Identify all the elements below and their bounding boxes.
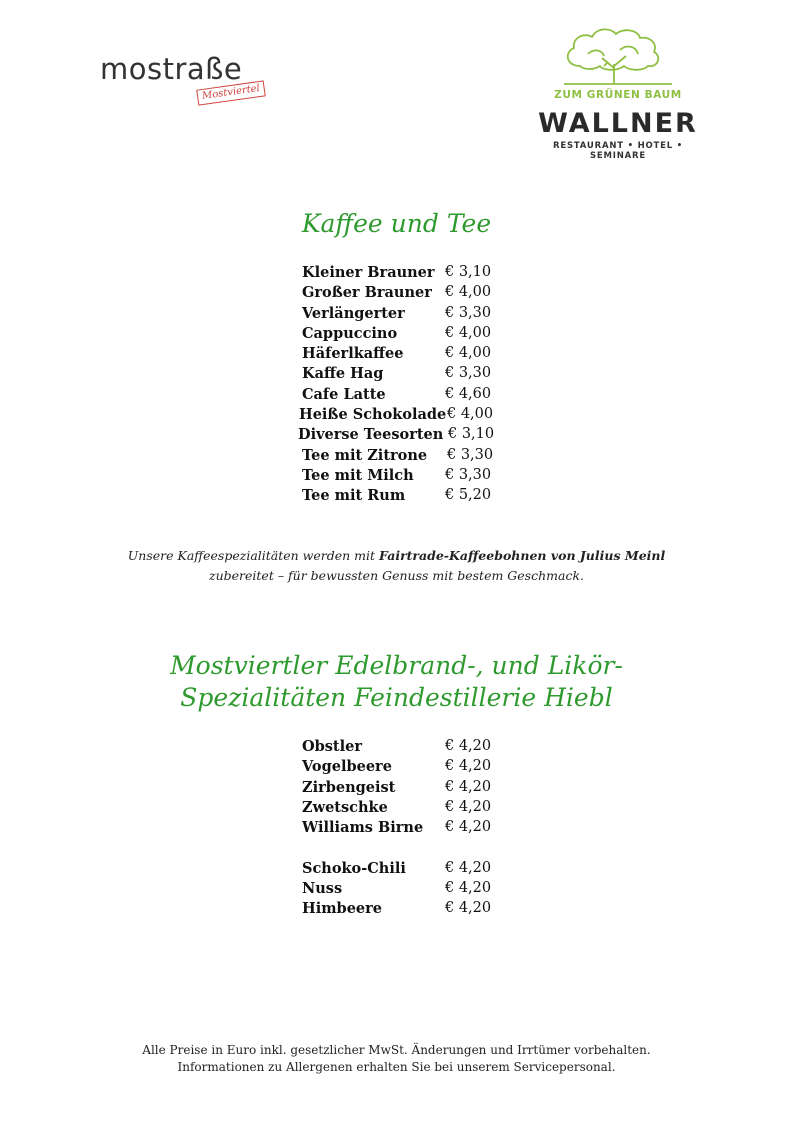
item-name: Tee mit Zitrone: [302, 446, 428, 464]
kaffee-note: [0, 546, 793, 586]
item-name: Häferlkaffee: [302, 345, 404, 363]
list-item: [0, 365, 793, 385]
section-title-line2: Spezialitäten Feindestillerie Hiebl: [180, 683, 613, 712]
item-price: € 4,20: [445, 758, 492, 775]
list-item: [0, 386, 793, 406]
list-item: [0, 758, 793, 778]
item-price: € 3,10: [445, 264, 492, 280]
mostviertel-stamp: Mostviertel: [196, 80, 266, 105]
item-price: € 5,20: [445, 487, 492, 504]
item-name: Vogelbeere: [302, 758, 392, 776]
item-price: € 3,30: [447, 446, 494, 463]
list-item: [0, 799, 793, 819]
note-text: Unsere Kaffeespezialitäten werden mit: [127, 548, 380, 563]
item-price: € 4,20: [445, 819, 492, 836]
tree-icon: [558, 28, 678, 86]
footer: [0, 1042, 793, 1076]
kaffee-note-line2: zubereitet – für bewussten Genuss mit bestem Geschmack.: [209, 568, 584, 583]
wallner-subtitle: ZUM GRÜNEN BAUM: [554, 89, 682, 101]
item-name: Schoko-Chili: [302, 859, 406, 877]
list-item: [0, 447, 793, 467]
item-price: € 4,00: [445, 324, 492, 341]
item-name: Verlängerter: [302, 304, 405, 322]
mostrasse-wordmark: mostraße: [100, 52, 243, 86]
kaffee-note-line1: [0, 546, 793, 566]
list-item: [0, 305, 793, 325]
item-price: € 3,30: [445, 304, 492, 321]
item-name: Großer Brauner: [302, 284, 432, 302]
wallner-name: WALLNER: [538, 108, 698, 139]
footer-line2: Informationen zu Allergenen erhalten Sie bei unserem Servicepersonal.: [177, 1060, 616, 1074]
list-item: [0, 900, 793, 920]
item-name: Cafe Latte: [302, 385, 386, 403]
item-price: € 4,00: [447, 406, 494, 423]
list-item: [0, 738, 793, 758]
item-name: Williams Birne: [302, 819, 424, 837]
item-price: € 4,00: [445, 284, 492, 301]
item-name: Cappuccino: [302, 324, 398, 342]
item-price: € 4,20: [445, 900, 492, 917]
list-item: [0, 345, 793, 365]
section-title-line1: Mostviertler Edelbrand-, und Likör-: [170, 651, 623, 680]
wallner-tagline: RESTAURANT • HOTEL • SEMINARE: [553, 141, 683, 161]
item-price: € 3,30: [445, 466, 492, 483]
note-bold-text: Fairtrade-Kaffeebohnen von Julius Meinl: [379, 548, 666, 563]
list-item: [0, 426, 793, 446]
section-title-edelbrand: [0, 650, 793, 714]
footer-line1: Alle Preise in Euro inkl. gesetzlicher MwSt. Änderungen und Irrtümer vorbehalten.: [142, 1043, 651, 1057]
kaffee-price-list: [0, 264, 793, 508]
list-item: [0, 284, 793, 304]
item-price: € 4,20: [445, 738, 492, 754]
item-price: € 4,60: [445, 385, 492, 402]
mostrasse-logo: [100, 52, 270, 112]
item-name: Himbeere: [302, 900, 383, 918]
item-name: Zwetschke: [302, 798, 388, 816]
list-item: [0, 487, 793, 507]
item-name: Diverse Teesorten: [298, 426, 444, 444]
item-price: € 4,20: [445, 778, 492, 795]
item-name: Zirbengeist: [302, 778, 396, 796]
item-name: Tee mit Rum: [302, 487, 406, 505]
list-item: [0, 325, 793, 345]
list-spacer: [0, 839, 793, 859]
list-item: [0, 860, 793, 880]
item-name: Heiße Schokolade: [299, 406, 447, 424]
list-item: [0, 264, 793, 284]
item-name: Tee mit Milch: [302, 466, 414, 484]
item-price: € 4,00: [445, 345, 492, 362]
section-title-kaffee: Kaffee und Tee: [301, 209, 492, 238]
item-name: Nuss: [302, 880, 343, 898]
list-item: [0, 406, 793, 426]
item-price: € 3,10: [448, 426, 495, 443]
item-name: Kleiner Brauner: [302, 264, 435, 281]
item-price: € 4,20: [445, 859, 492, 876]
item-price: € 4,20: [445, 880, 492, 897]
list-item: [0, 819, 793, 839]
edelbrand-price-list: [0, 738, 793, 921]
wallner-logo: [528, 28, 708, 161]
item-name: Obstler: [302, 738, 363, 755]
list-item: [0, 779, 793, 799]
list-item: [0, 467, 793, 487]
item-name: Kaffe Hag: [302, 365, 384, 383]
list-item: [0, 880, 793, 900]
item-price: € 4,20: [445, 798, 492, 815]
item-price: € 3,30: [445, 365, 492, 382]
